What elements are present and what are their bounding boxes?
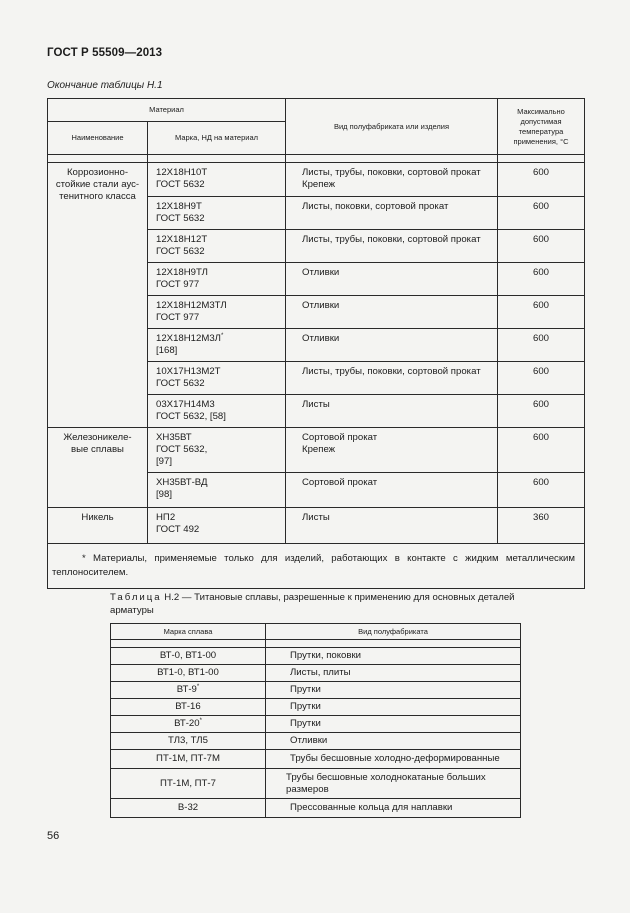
alloy-row [111, 699, 521, 716]
product-type: Листы [286, 395, 498, 428]
alloy-grade: ПТ-1М, ПТ-7 [111, 769, 266, 799]
max-temperature: 600 [498, 473, 585, 508]
alloy-row [111, 769, 521, 799]
material-grade: 12Х18Н12М3Л* [168] [148, 329, 286, 362]
header-max-temperature: Максимально допустимая температура применения, °С [498, 99, 585, 155]
max-temperature: 600 [498, 395, 585, 428]
max-temperature: 600 [498, 362, 585, 395]
product-type: Листы [286, 508, 498, 544]
table-footnote: * Материалы, применяемые только для изделий, работающих в контакте с жидким металлическим теплоносителем. [48, 544, 585, 589]
alloy-row [111, 682, 521, 699]
alloy-row [111, 733, 521, 750]
alloy-grade: ТЛ3, ТЛ5 [111, 733, 266, 750]
alloy-row [111, 665, 521, 682]
product-type: Листы, трубы, поковки, сортовой прокат [286, 362, 498, 395]
page-number: 56 [47, 830, 60, 842]
semi-product-type: Прессованные кольца для наплавки [266, 799, 521, 818]
alloy-grade: ВТ-20* [111, 716, 266, 733]
material-grade: 12Х18Н12М3ТЛ ГОСТ 977 [148, 296, 286, 329]
alloy-grade: ВТ-16 [111, 699, 266, 716]
material-grade: 12Х18Н10Т ГОСТ 5632 [148, 163, 286, 197]
alloy-grade: ВТ1-0, ВТ1-00 [111, 665, 266, 682]
table2-title: Таблица Н.2 — Титановые сплавы, разрешенные к применению для основных деталей арматуры [110, 592, 515, 616]
alloy-grade: ВТ-0, ВТ1-00 [111, 648, 266, 665]
semi-product-type: Трубы бесшовные холоднокатаные больших размеров [266, 769, 521, 799]
header-name: Наименование [48, 122, 148, 155]
semi-product-type: Прутки [266, 716, 521, 733]
product-type: Сортовой прокат Крепеж [286, 428, 498, 473]
max-temperature: 600 [498, 296, 585, 329]
semi-product-type: Прутки, поковки [266, 648, 521, 665]
material-row [48, 163, 585, 197]
product-type: Листы, трубы, поковки, сортовой прокат Крепеж [286, 163, 498, 197]
max-temperature: 360 [498, 508, 585, 544]
max-temperature: 600 [498, 428, 585, 473]
material-grade: 12Х18Н12Т ГОСТ 5632 [148, 230, 286, 263]
product-type: Листы, трубы, поковки, сортовой прокат [286, 230, 498, 263]
header-alloy-grade: Марка сплава [111, 624, 266, 640]
semi-product-type: Прутки [266, 699, 521, 716]
material-grade: ХН35ВТ ГОСТ 5632, [97] [148, 428, 286, 473]
alloy-grade: ВТ-9* [111, 682, 266, 699]
material-grade: 10Х17Н13М2Т ГОСТ 5632 [148, 362, 286, 395]
alloy-grade: В-32 [111, 799, 266, 818]
alloy-row [111, 716, 521, 733]
footnote-mark: * [220, 332, 224, 339]
material-group-name: Железоникеле- вые сплавы [48, 428, 148, 508]
max-temperature: 600 [498, 230, 585, 263]
product-type: Отливки [286, 329, 498, 362]
header-material: Материал [48, 99, 286, 122]
material-grade: 03Х17Н14М3 ГОСТ 5632, [58] [148, 395, 286, 428]
max-temperature: 600 [498, 197, 585, 230]
material-row [48, 508, 585, 544]
header-semi-product-type: Вид полуфабриката [266, 624, 521, 640]
alloy-grade: ПТ-1М, ПТ-7М [111, 750, 266, 769]
max-temperature: 600 [498, 263, 585, 296]
max-temperature: 600 [498, 329, 585, 362]
material-group-name: Коррозионно- стойкие стали аус- тенитного класса [48, 163, 148, 428]
max-temperature: 600 [498, 163, 585, 197]
alloy-row [111, 750, 521, 769]
material-grade: 12Х18Н9Т ГОСТ 5632 [148, 197, 286, 230]
table-continuation-caption: Окончание таблицы Н.1 [47, 80, 163, 91]
material-grade: ХН35ВТ-ВД [98] [148, 473, 286, 508]
materials-table [47, 98, 585, 589]
semi-product-type: Трубы бесшовные холодно-деформированные [266, 750, 521, 769]
standard-designation: ГОСТ Р 55509—2013 [47, 47, 163, 59]
product-type: Отливки [286, 263, 498, 296]
material-row [48, 428, 585, 473]
semi-product-type: Прутки [266, 682, 521, 699]
product-type: Листы, поковки, сортовой прокат [286, 197, 498, 230]
alloy-row [111, 799, 521, 818]
header-grade: Марка, НД на материал [148, 122, 286, 155]
header-product-type: Вид полуфабриката или изделия [286, 99, 498, 155]
material-group-name: Никель [48, 508, 148, 544]
material-grade: 12Х18Н9ТЛ ГОСТ 977 [148, 263, 286, 296]
product-type: Отливки [286, 296, 498, 329]
footnote-mark: * [199, 717, 202, 724]
material-grade: НП2 ГОСТ 492 [148, 508, 286, 544]
alloy-row [111, 648, 521, 665]
footnote-mark: * [196, 683, 200, 690]
titanium-alloys-table [110, 623, 521, 818]
product-type: Сортовой прокат [286, 473, 498, 508]
semi-product-type: Отливки [266, 733, 521, 750]
semi-product-type: Листы, плиты [266, 665, 521, 682]
